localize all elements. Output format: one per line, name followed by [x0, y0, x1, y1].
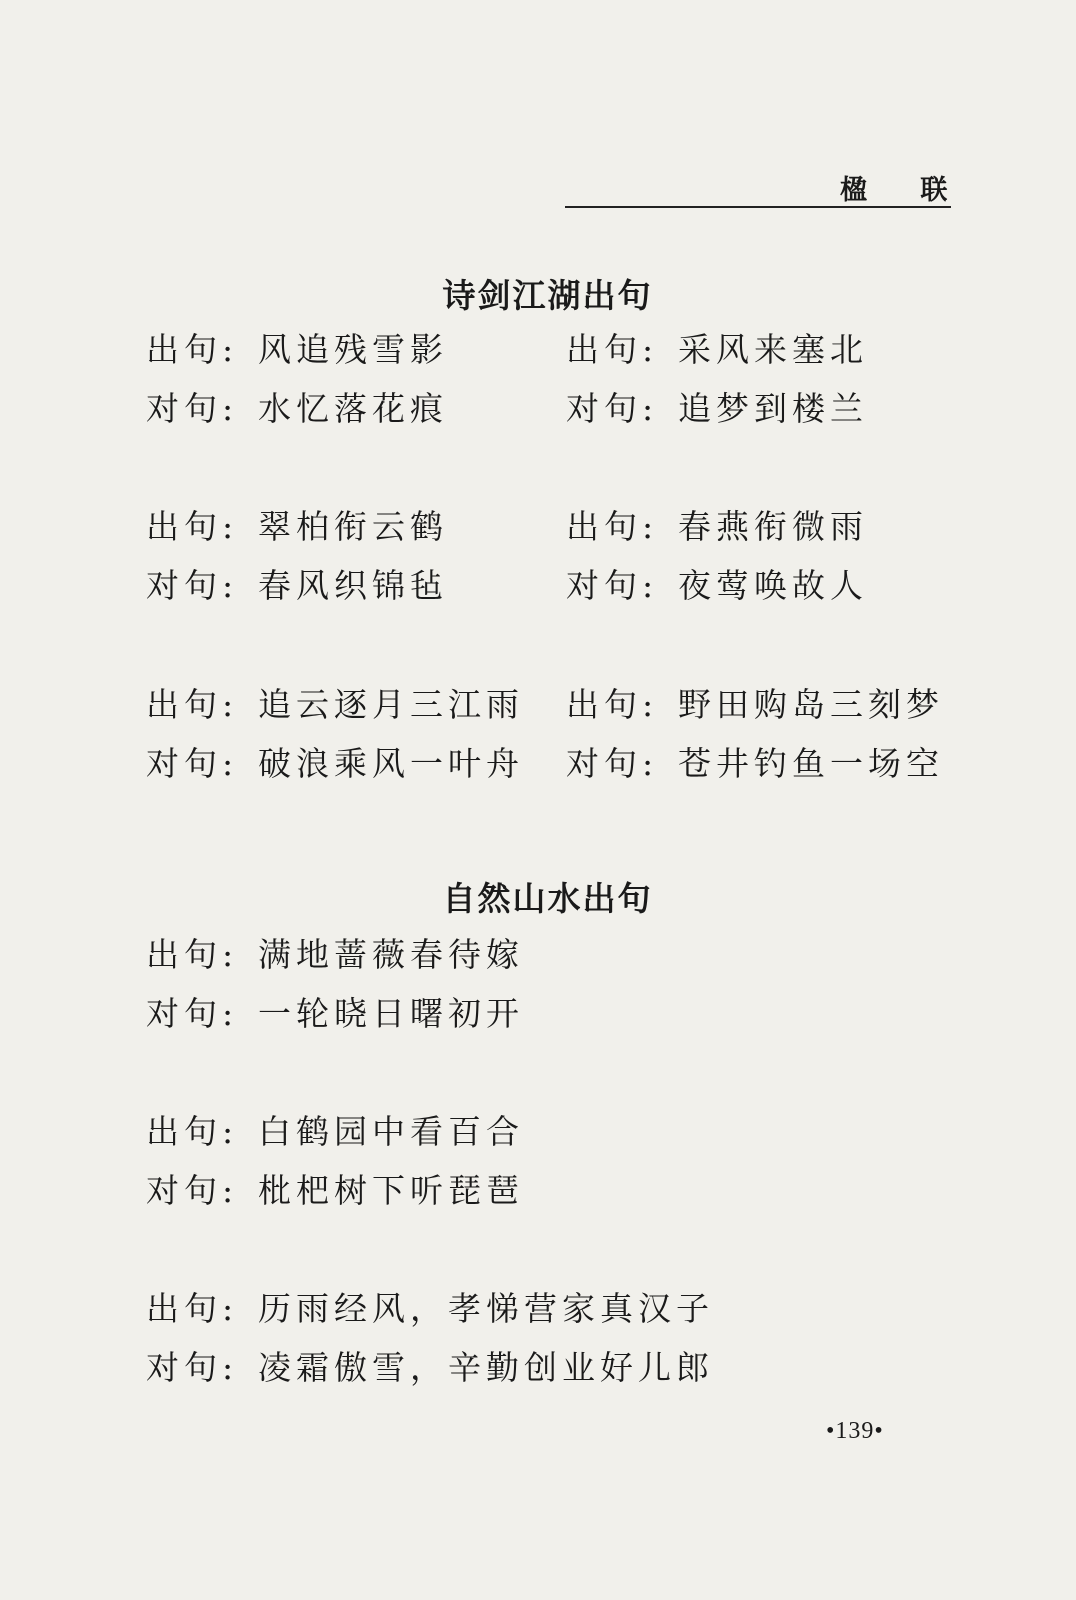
- couplet-9-reply: [146, 1348, 714, 1388]
- couplet-5-out: [146, 685, 524, 725]
- couplet-text: 夜莺唤故人: [678, 566, 868, 605]
- couplet-text: 枇杷树下听琵琶: [258, 1171, 524, 1210]
- couplet-text: 水忆落花痕: [258, 389, 448, 428]
- couplet-4-reply: [566, 566, 868, 606]
- couplet-text: 一轮晓日曙初开: [258, 994, 524, 1033]
- couplet-text: 白鹤园中看百合: [258, 1112, 524, 1151]
- couplet-text: 春燕衔微雨: [678, 507, 868, 546]
- label-out: 出句:: [146, 685, 239, 724]
- label-reply: 对句:: [146, 566, 239, 605]
- couplet-2-reply: [566, 389, 868, 429]
- label-reply: 对句:: [146, 1171, 239, 1210]
- label-out: 出句:: [146, 507, 239, 546]
- couplet-text: 苍井钓鱼一场空: [678, 744, 944, 783]
- couplet-6-out: [566, 685, 944, 725]
- couplet-8-out: [146, 1112, 524, 1152]
- couplet-text: 满地蔷薇春待嫁: [258, 935, 524, 974]
- couplet-2-out: [566, 330, 868, 370]
- couplet-5-reply: [146, 744, 524, 784]
- label-reply: 对句:: [146, 389, 239, 428]
- couplet-text: 春风织锦毡: [258, 566, 448, 605]
- couplet-7-reply: [146, 994, 524, 1034]
- label-out: 出句:: [146, 1289, 239, 1328]
- label-out: 出句:: [146, 935, 239, 974]
- label-out: 出句:: [566, 330, 659, 369]
- couplet-1-reply: [146, 389, 448, 429]
- couplet-text: 凌霜傲雪，辛勤创业好儿郎: [258, 1348, 714, 1387]
- label-reply: 对句:: [146, 744, 239, 783]
- running-head: 楹 联: [840, 175, 970, 206]
- header-rule: [565, 206, 951, 208]
- couplet-text: 野田购岛三刻梦: [678, 685, 944, 724]
- couplet-text: 追云逐月三江雨: [258, 685, 524, 724]
- section-title-2: 自然山水出句: [442, 879, 653, 918]
- label-out: 出句:: [566, 685, 659, 724]
- couplet-text: 破浪乘风一叶舟: [258, 744, 524, 783]
- couplet-3-reply: [146, 566, 448, 606]
- couplet-6-reply: [566, 744, 944, 784]
- label-out: 出句:: [566, 507, 659, 546]
- label-reply: 对句:: [566, 389, 659, 428]
- couplet-3-out: [146, 507, 448, 547]
- couplet-text: 历雨经风，孝悌营家真汉子: [258, 1289, 714, 1328]
- label-reply: 对句:: [146, 994, 239, 1033]
- label-out: 出句:: [146, 1112, 239, 1151]
- couplet-text: 风追残雪影: [258, 330, 448, 369]
- couplet-text: 追梦到楼兰: [678, 389, 868, 428]
- couplet-4-out: [566, 507, 868, 547]
- couplet-9-out: [146, 1289, 714, 1329]
- page-number: •139•: [826, 1418, 884, 1444]
- label-reply: 对句:: [566, 566, 659, 605]
- label-out: 出句:: [146, 330, 239, 369]
- couplet-text: 翠柏衔云鹤: [258, 507, 448, 546]
- label-reply: 对句:: [566, 744, 659, 783]
- couplet-7-out: [146, 935, 524, 975]
- label-reply: 对句:: [146, 1348, 239, 1387]
- couplet-text: 采风来塞北: [678, 330, 868, 369]
- section-title-1: 诗剑江湖出句: [442, 276, 653, 315]
- couplet-1-out: [146, 330, 448, 370]
- couplet-8-reply: [146, 1171, 524, 1211]
